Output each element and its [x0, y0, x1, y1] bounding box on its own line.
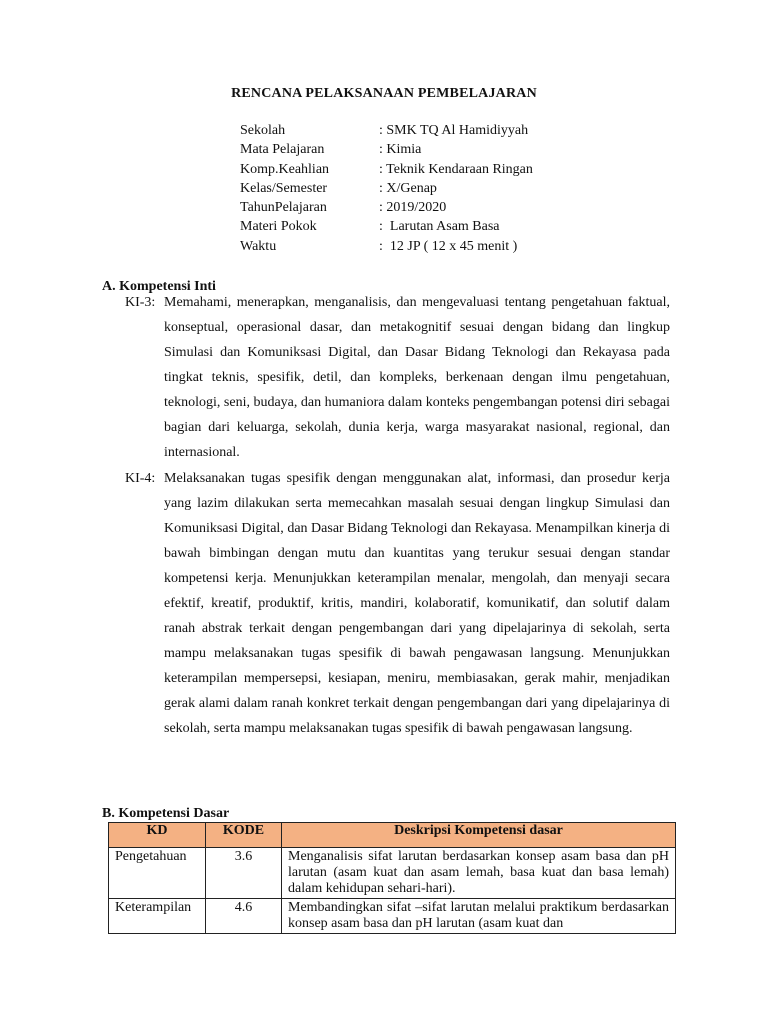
table-row [109, 848, 676, 899]
ki-code: KI-4: [125, 471, 156, 486]
header-kd: KD [109, 823, 206, 848]
info-label: Komp.Keahlian [240, 161, 330, 177]
kompetensi-dasar-table [108, 822, 676, 934]
info-label: Waktu [240, 238, 277, 254]
info-row-tahun-pelajaran [240, 198, 533, 217]
info-label: Kelas/Semester [240, 180, 328, 196]
cell-deskripsi: Membandingkan sifat –sifat larutan melalui praktikum berdasarkan konsep asam basa dan pH larutan (asam kuat dan [282, 899, 676, 934]
document-title: RENCANA PELAKSANAAN PEMBELAJARAN [231, 86, 537, 101]
info-row-sekolah [240, 121, 533, 140]
cell-kd [109, 848, 206, 899]
info-label: Sekolah [240, 123, 286, 138]
info-row-mata-pelajaran [240, 140, 533, 159]
table-header-row [109, 823, 676, 848]
info-value: : SMK TQ Al Hamidiyyah [379, 123, 529, 138]
info-block [240, 121, 533, 256]
ki-text: Memahami, menerapkan, menganalisis, dan mengevaluasi tentang pengetahuan faktual, konseptual, operasional dasar, dan metakognitif sesuai dengan bidang dan lingkup Simulasi dan Komuniksasi Digital, dan Dasar Bidang Teknologi dan Rekayasa pada tingkat teknis, spesifik, detil, dan kompleks, berkenaan dengan ilmu pengetahuan, teknologi, seni, budaya, dan humaniora dalam konteks pengembangan potensi diri sebagai bagian dari keluarga, sekolah, dunia kerja, warga masyarakat nasional, regional, dan internasional. [164, 295, 670, 460]
info-value: : X/Genap [379, 180, 437, 196]
ki-4-paragraph [125, 466, 670, 741]
cell-kd-text: Keterampilan [115, 900, 192, 915]
info-row-kelas-semester [240, 179, 533, 198]
section-heading-kompetensi-dasar: B. Kompetensi Dasar [102, 806, 230, 821]
cell-kode: 4.6 [206, 899, 282, 934]
info-label: TahunPelajaran [240, 200, 327, 216]
info-value: : 12 JP ( 12 x 45 menit ) [379, 238, 518, 254]
ki-text: Melaksanakan tugas spesifik dengan menggunakan alat, informasi, dan prosedur kerja yang lazim dilakukan serta memecahkan masalah sesuai dengan lingkup Simulasi dan Komuniksasi Digital, dan Dasar Bidang Teknologi dan Rekayasa. Menampilkan kinerja di bawah bimbingan dengan mutu dan kuantitas yang terukur sesuai dengan standar kompetensi kerja. Menunjukkan keterampilan menalar, mengolah, dan menyaji secara efektif, kreatif, produktif, kritis, mandiri, kolaboratif, komunikatif, dan solutif dalam ranah abstrak terkait dengan pengembangan dari yang dipelajarinya di sekolah, serta mampu melaksanakan tugas spesifik di bawah pengawasan langsung. Menunjukkan keterampilan mempersepsi, kesiapan, meniru, membiasakan, gerak mahir, menjadikan gerak alami dalam ranah konkret terkait dengan pengembangan dari yang dipelajarinya di sekolah, serta mampu melaksanakan tugas spesifik di bawah pengawasan langsung. [164, 471, 670, 736]
info-value: : Teknik Kendaraan Ringan [379, 161, 533, 177]
ki-code: KI-3: [125, 295, 156, 310]
info-row-waktu [240, 237, 533, 256]
info-value: : 2019/2020 [379, 200, 447, 216]
info-label: Materi Pokok [240, 219, 317, 235]
info-value: : Larutan Asam Basa [379, 219, 500, 235]
cell-kd-text: Pengetahuan [115, 849, 187, 864]
table-row [109, 899, 676, 934]
info-row-materi-pokok [240, 217, 533, 236]
info-row-komp-keahlian [240, 160, 533, 179]
header-deskripsi: Deskripsi Kompetensi dasar [282, 823, 676, 848]
cell-deskripsi: Menganalisis sifat larutan berdasarkan konsep asam basa dan pH larutan (asam kuat dan asam lemah, basa kuat dan basa lemah) dalam kehidupan sehari-hari). [282, 848, 676, 899]
section-heading-kompetensi-inti: A. Kompetensi Inti [102, 279, 216, 294]
info-value: : Kimia [379, 142, 422, 158]
ki-3-paragraph [125, 290, 670, 465]
cell-kode: 3.6 [206, 848, 282, 899]
header-kode: KODE [206, 823, 282, 848]
info-label: Mata Pelajaran [240, 142, 325, 158]
cell-kd [109, 899, 206, 934]
